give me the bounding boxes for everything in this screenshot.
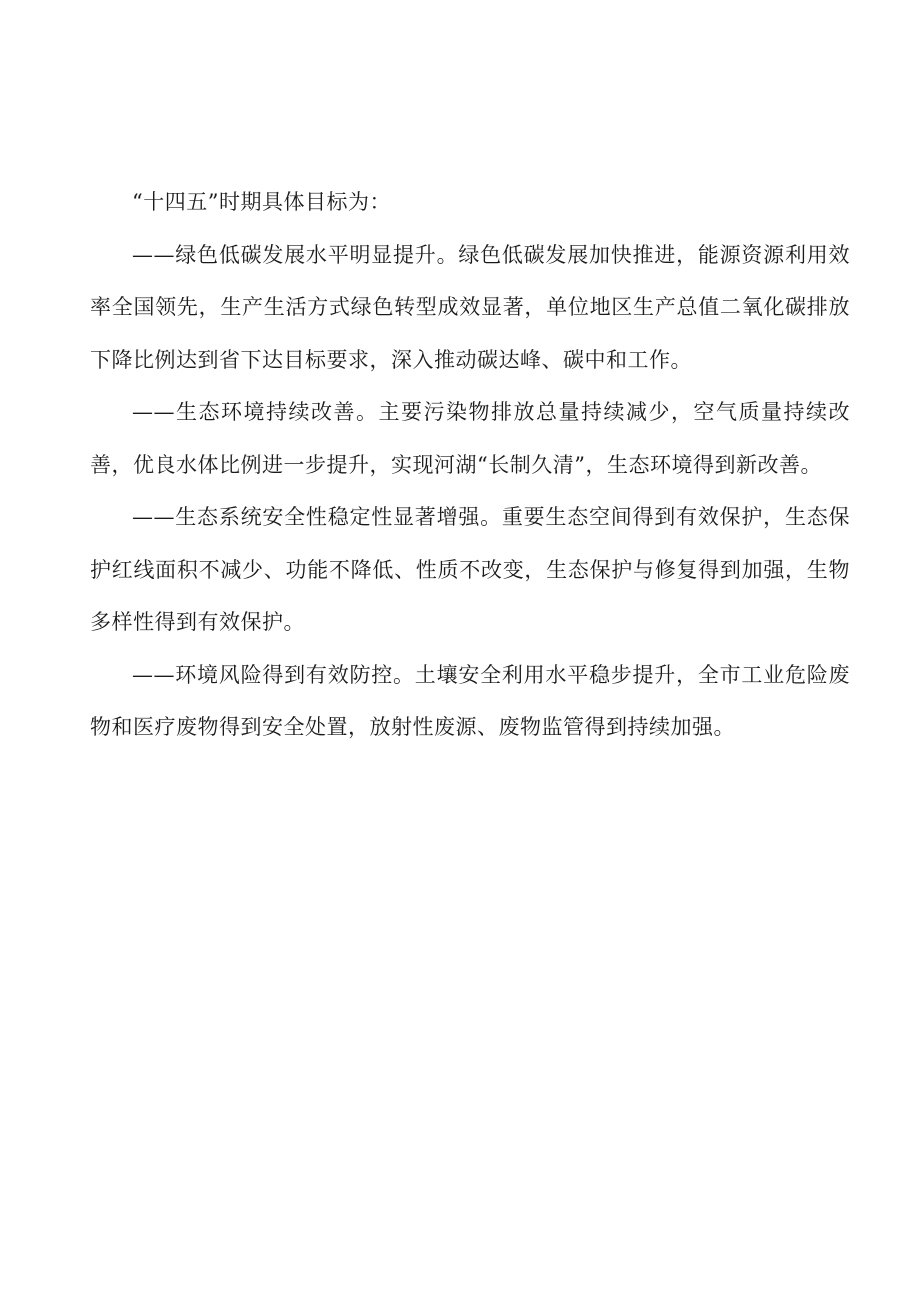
paragraph-goals-intro: “十四五”时期具体目标为： xyxy=(132,190,391,214)
paragraph-eco-system-safety: ——生态系统安全性稳定性显著增强。重要生态空间得到有效保护，生态保护红线面积不减少、功能不降低、性质不改变，生态保护与修复得到加强，生物多样性得到有效保护。 xyxy=(90,505,850,634)
paragraph-green-low-carbon: ——绿色低碳发展水平明显提升。绿色低碳发展加快推进，能源资源利用效率全国领先，生产生活方式绿色转型成效显著，单位地区生产总值二氧化碳排放下降比例达到省下达目标要求，深入推动碳达峰、碳中和工作。 xyxy=(90,242,850,372)
paragraph-environmental-risk: ——环境风险得到有效防控。土壤安全利用水平稳步提升，全市工业危险废物和医疗废物得到安全处置，放射性废源、废物监管得到持续加强。 xyxy=(90,662,850,739)
paragraph-eco-environment: ——生态环境持续改善。主要污染物排放总量持续减少，空气质量持续改善，优良水体比例进一步提升，实现河湖“长制久清”，生态环境得到新改善。 xyxy=(90,400,850,477)
document-body xyxy=(90,176,850,754)
